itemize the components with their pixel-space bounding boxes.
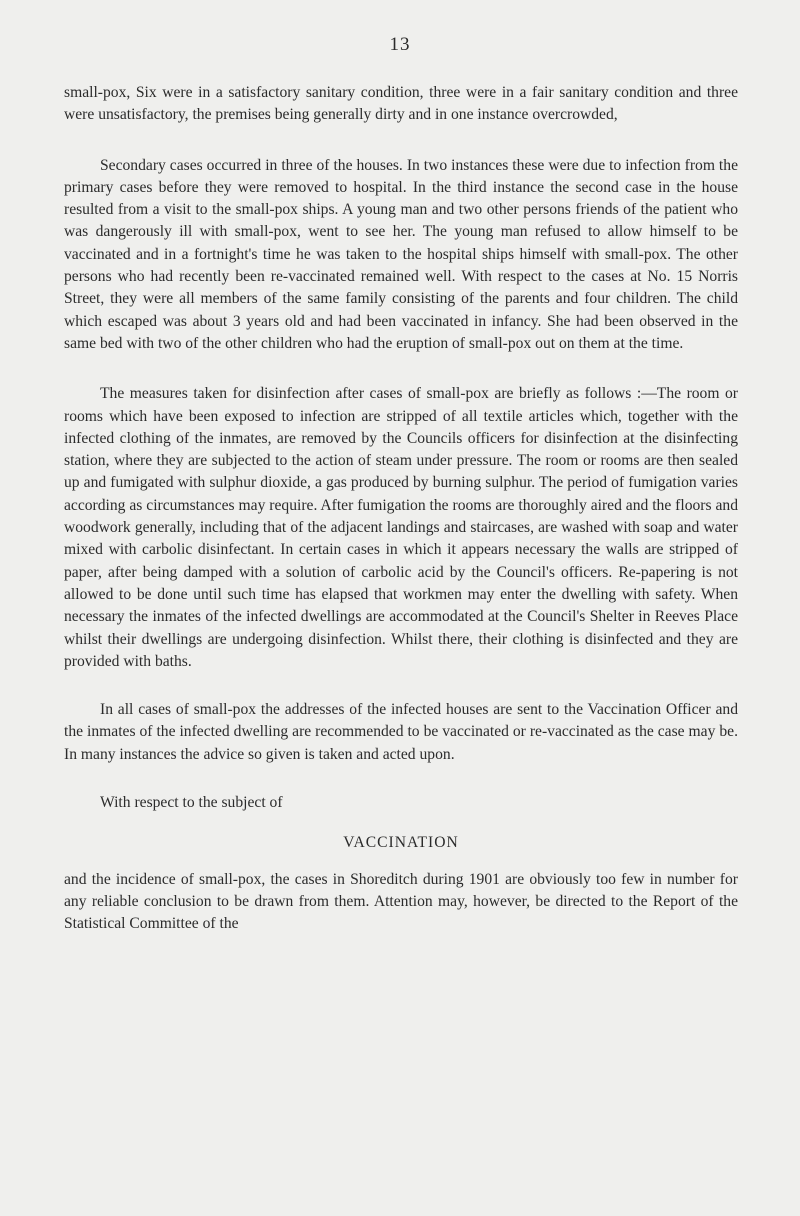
page-number: 13 [389, 34, 411, 55]
paragraph-2: Secondary cases occurred in three of the houses. In two instances these were due to infection from the primary cases before they were removed to hospital. In the third instance the second case in the house resulted from a visit to the small-pox ships. A young man and two other persons friends of the patient who was dangerously ill with small-pox, went to see her. The young man refused to allow himself to be vaccinated and in a fortnight's time he was taken to the hospital ships himself with small-pox. The other persons who had recently been re-vaccinated remained well. With respect to the cases at No. 15 Norris Street, they were all members of the same family consisting of the parents and four children. The child which escaped was about 3 years old and had been vaccinated in infancy. She had been observed in the same bed with two of the other children who had the eruption of small-pox out on them at the time. [64, 156, 738, 352]
paragraph-5: With respect to the subject of [100, 794, 283, 812]
paragraph-6: and the incidence of small-pox, the cases in Shoreditch during 1901 are obviously too few in number for any reliable conclusion to be drawn from them. Attention may, however, be directed to the Report of the Statistical Committee of the [64, 870, 738, 933]
section-heading: VACCINATION [343, 834, 459, 852]
paragraph-1: small-pox, Six were in a satisfactory sanitary condition, three were in a fair sanitary condition and three were unsatisfactory, the premises being generally dirty and in one instance overcrowded, [64, 84, 738, 124]
document-body [64, 82, 738, 936]
paragraph-3: The measures taken for disinfection after cases of small-pox are briefly as follows :—The room or rooms which have been exposed to infection are stripped of all textile articles which, together with the infected clothing of the inmates, are removed by the Councils officers for disinfection at the disinfecting station, where they are subjected to the action of steam under pressure. The room or rooms are then sealed up and fumigated with sulphur dioxide, a gas produced by burning sulphur. The period of fumigation varies according as circumstances may require. After fumigation the rooms are thoroughly aired and the floors and woodwork generally, including that of the adjacent landings and staircases, are washed with soap and water mixed with carbolic disinfectant. In certain cases in which it appears necessary the walls are stripped of paper, after being damped with a solution of carbolic acid by the Council's officers. Re-papering is not allowed to be done until such time has elapsed that workmen may enter the dwelling with safety. When necessary the inmates of the infected dwellings are accommodated at the Council's Shelter in Reeves Place whilst their dwellings are undergoing disinfection. Whilst there, their clothing is disinfected and they are provided with baths. [64, 385, 738, 670]
paragraph-4: In all cases of small-pox the addresses of the infected houses are sent to the Vaccination Officer and the inmates of the infected dwelling are recommended to be vaccinated or re-vaccinated as the case may be. In many instances the advice so given is taken and acted upon. [64, 701, 738, 763]
